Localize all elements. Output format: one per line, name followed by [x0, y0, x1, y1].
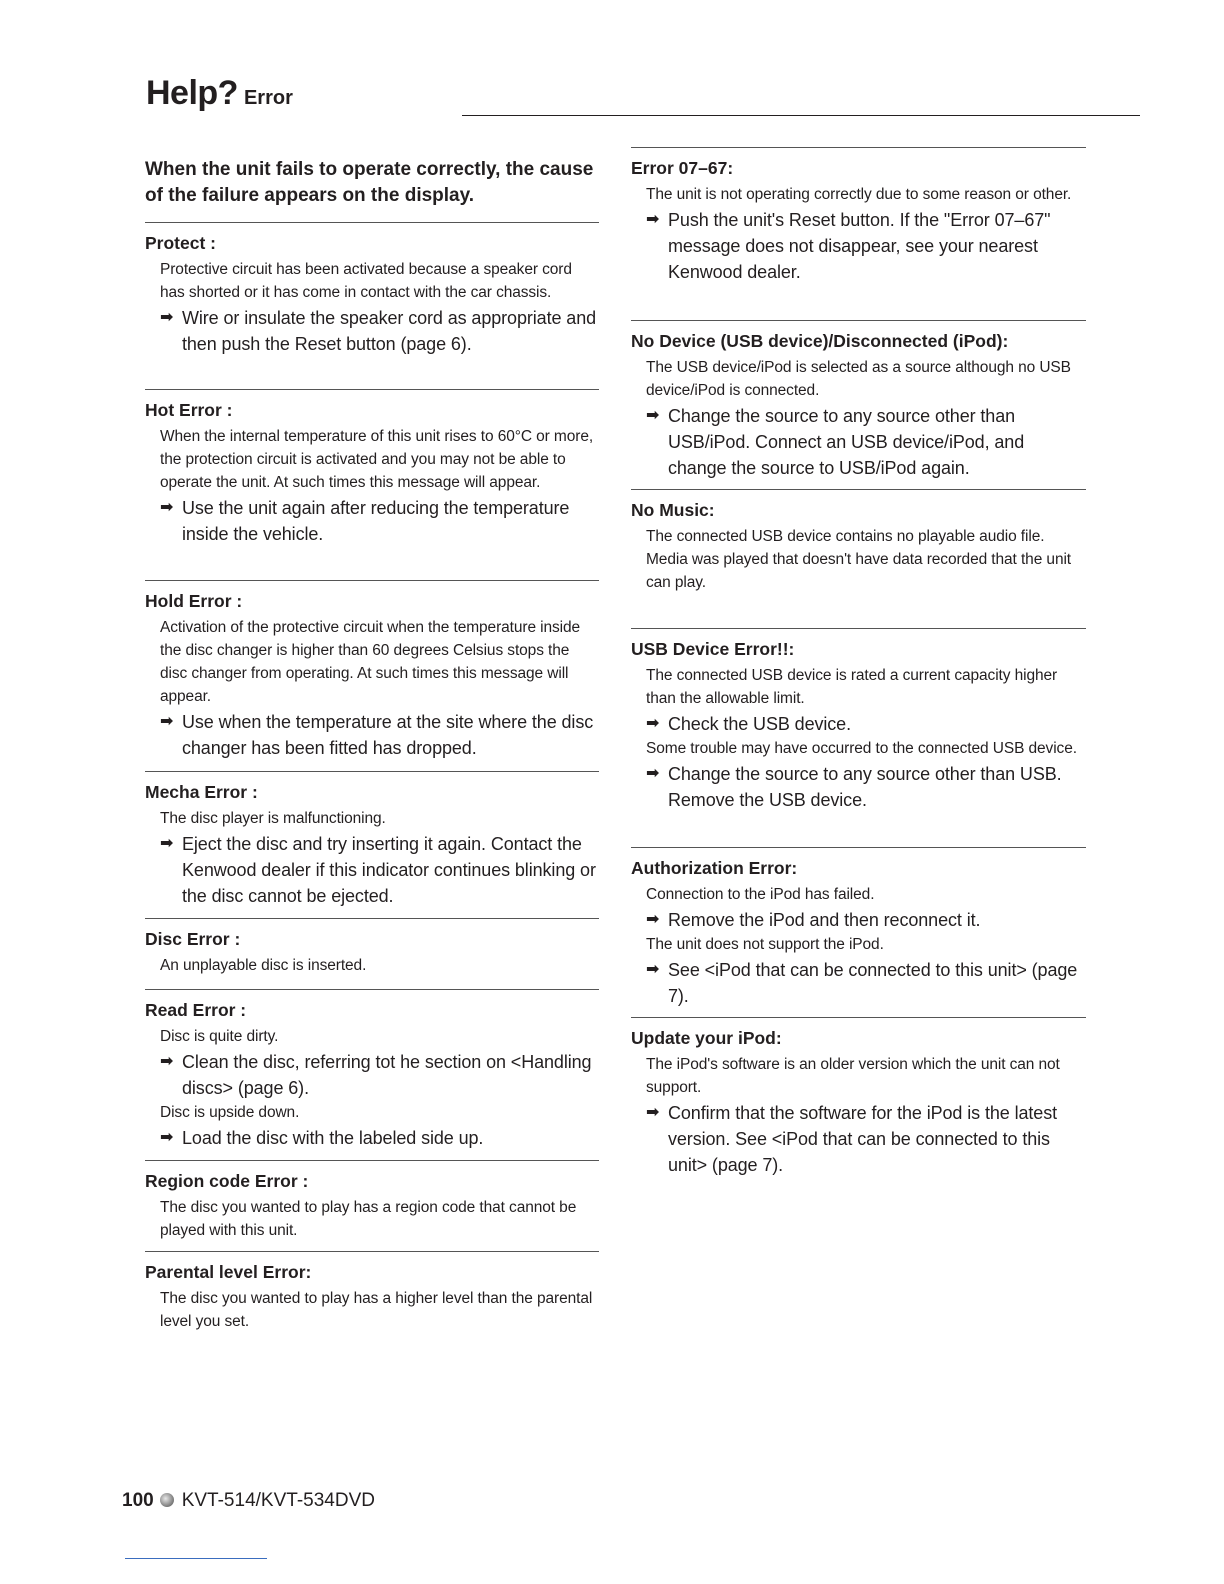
error-body	[145, 425, 599, 547]
remedy-text: See <iPod that can be connected to this unit> (page 7).	[668, 960, 1078, 1006]
error-description: Protective circuit has been activated because a speaker cord has shorted or it has come in contact with the car chassis.	[160, 261, 572, 301]
error-section	[631, 320, 1086, 481]
remedy-text: Use when the temperature at the site where the disc changer has been fitted has dropped.	[182, 712, 594, 758]
section-divider	[631, 147, 1086, 148]
error-title: USB Device Error!!:	[631, 639, 795, 659]
error-title: Hold Error :	[145, 591, 243, 611]
page-title-main: Help?	[146, 74, 238, 112]
error-title: Mecha Error :	[145, 782, 258, 802]
error-body	[631, 1053, 1086, 1178]
right-arrow-icon: ➡	[646, 715, 660, 732]
section-divider	[145, 918, 599, 919]
error-title: Update your iPod:	[631, 1028, 782, 1048]
section-divider	[145, 222, 599, 223]
error-body	[145, 807, 599, 909]
error-description: The disc player is malfunctioning.	[160, 810, 386, 827]
error-section	[631, 1017, 1086, 1178]
error-description: Some trouble may have occurred to the connected USB device.	[646, 740, 1077, 757]
section-divider	[631, 628, 1086, 629]
error-section	[145, 918, 599, 977]
remedy-step	[160, 305, 599, 357]
right-arrow-icon: ➡	[646, 765, 660, 782]
bullet-dot-icon	[160, 1493, 174, 1507]
remedy-step	[646, 761, 1086, 813]
right-arrow-icon: ➡	[646, 211, 660, 228]
page-number: 100	[122, 1490, 154, 1511]
remedy-text: Wire or insulate the speaker cord as appropriate and then push the Reset button (page 6).	[182, 308, 597, 354]
section-divider	[631, 320, 1086, 321]
section-divider	[631, 489, 1086, 490]
remedy-step	[646, 907, 1086, 933]
remedy-step	[160, 1049, 599, 1101]
remedy-text: Use the unit again after reducing the temperature inside the vehicle.	[182, 498, 570, 544]
right-arrow-icon: ➡	[646, 961, 660, 978]
section-divider	[145, 580, 599, 581]
error-description: When the internal temperature of this unit rises to 60°C or more, the protection circuit is activated and you may not be able to operate the unit. At such times this message will appear.	[160, 428, 594, 491]
remedy-step	[646, 711, 1086, 737]
error-section	[145, 389, 599, 547]
error-title: Error 07–67:	[631, 158, 734, 178]
error-title: No Music:	[631, 500, 715, 520]
error-body	[145, 1287, 599, 1333]
error-section	[145, 771, 599, 909]
error-description: The disc you wanted to play has a region code that cannot be played with this unit.	[160, 1199, 577, 1239]
page-title	[146, 74, 293, 113]
error-body	[145, 954, 599, 977]
error-section	[145, 989, 599, 1151]
error-body	[631, 664, 1086, 813]
error-section	[631, 847, 1086, 1009]
remedy-text: Change the source to any source other than USB/iPod. Connect an USB device/iPod, and change the source to USB/iPod again.	[668, 406, 1025, 478]
remedy-text: Clean the disc, referring tot he section on <Handling discs> (page 6).	[182, 1052, 592, 1098]
section-divider	[145, 1251, 599, 1252]
page-title-sub: Error	[243, 87, 293, 109]
error-section	[631, 628, 1086, 813]
right-arrow-icon: ➡	[646, 1104, 660, 1121]
remedy-step	[160, 709, 599, 761]
remedy-step	[646, 403, 1086, 481]
error-description: An unplayable disc is inserted.	[160, 957, 367, 974]
error-description: Disc is quite dirty.	[160, 1028, 279, 1045]
remedy-text: Change the source to any source other than USB. Remove the USB device.	[668, 764, 1062, 810]
error-description: The connected USB device is rated a current capacity higher than the allowable limit.	[646, 667, 1058, 707]
error-title: Authorization Error:	[631, 858, 798, 878]
remedy-text: Check the USB device.	[668, 714, 851, 734]
right-arrow-icon: ➡	[160, 499, 174, 516]
remedy-text: Confirm that the software for the iPod is the latest version. See <iPod that can be connected to this unit> (page 7).	[668, 1103, 1057, 1175]
remedy-step	[160, 495, 599, 547]
error-body	[631, 183, 1086, 285]
remedy-text: Remove the iPod and then reconnect it.	[668, 910, 981, 930]
error-section	[631, 489, 1086, 594]
remedy-text: Eject the disc and try inserting it again. Contact the Kenwood dealer if this indicator continues blinking or the disc cannot be ejected.	[182, 834, 596, 906]
error-body	[631, 525, 1086, 594]
error-body	[631, 883, 1086, 1009]
section-divider	[145, 771, 599, 772]
right-arrow-icon: ➡	[160, 835, 174, 852]
error-description: Media was played that doesn't have data recorded that the unit can play.	[646, 551, 1072, 591]
footer-rule	[125, 1558, 267, 1559]
error-title: Parental level Error:	[145, 1262, 312, 1282]
title-rule	[462, 115, 1140, 116]
remedy-step	[160, 1125, 599, 1151]
error-body	[145, 258, 599, 357]
error-title: Read Error :	[145, 1000, 247, 1020]
error-description: The iPod's software is an older version which the unit can not support.	[646, 1056, 1060, 1096]
page-footer	[122, 1490, 375, 1512]
model-name: KVT-514/KVT-534DVD	[181, 1490, 375, 1511]
error-description: The unit does not support the iPod.	[646, 936, 884, 953]
error-title: Protect :	[145, 233, 216, 253]
right-arrow-icon: ➡	[160, 1053, 174, 1070]
right-arrow-icon: ➡	[646, 911, 660, 928]
right-arrow-icon: ➡	[160, 713, 174, 730]
error-description: The unit is not operating correctly due to some reason or other.	[646, 186, 1072, 203]
section-divider	[145, 389, 599, 390]
intro-text: When the unit fails to operate correctly, the cause of the failure appears on the display.	[145, 159, 594, 206]
error-section	[145, 580, 599, 761]
error-description: Disc is upside down.	[160, 1104, 300, 1121]
error-description: The connected USB device contains no playable audio file.	[646, 528, 1045, 545]
error-body	[631, 356, 1086, 481]
remedy-step	[646, 957, 1086, 1009]
error-section	[145, 1160, 599, 1242]
remedy-step	[646, 207, 1086, 285]
error-title: Hot Error :	[145, 400, 233, 420]
error-section	[631, 147, 1086, 285]
error-section	[145, 1251, 599, 1333]
right-arrow-icon: ➡	[160, 309, 174, 326]
error-title: No Device (USB device)/Disconnected (iPod):	[631, 331, 1009, 351]
error-section	[145, 222, 599, 357]
remedy-step	[160, 831, 599, 909]
section-divider	[631, 1017, 1086, 1018]
right-arrow-icon: ➡	[160, 1129, 174, 1146]
error-title: Disc Error :	[145, 929, 241, 949]
section-divider	[145, 989, 599, 990]
error-body	[145, 1196, 599, 1242]
remedy-text: Push the unit's Reset button. If the "Error 07–67" message does not disappear, see your nearest Kenwood dealer.	[668, 210, 1051, 282]
remedy-step	[646, 1100, 1086, 1178]
error-body	[145, 1025, 599, 1151]
remedy-text: Load the disc with the labeled side up.	[182, 1128, 484, 1148]
error-title: Region code Error :	[145, 1171, 309, 1191]
error-description: Connection to the iPod has failed.	[646, 886, 875, 903]
section-divider	[145, 1160, 599, 1161]
section-divider	[631, 847, 1086, 848]
error-description: The disc you wanted to play has a higher level than the parental level you set.	[160, 1290, 593, 1330]
error-description: Activation of the protective circuit when the temperature inside the disc changer is higher than 60 degrees Celsius stops the disc changer from operating. At such times this message will appear.	[160, 619, 581, 705]
error-body	[145, 616, 599, 761]
error-description: The USB device/iPod is selected as a source although no USB device/iPod is connected.	[646, 359, 1071, 399]
right-arrow-icon: ➡	[646, 407, 660, 424]
